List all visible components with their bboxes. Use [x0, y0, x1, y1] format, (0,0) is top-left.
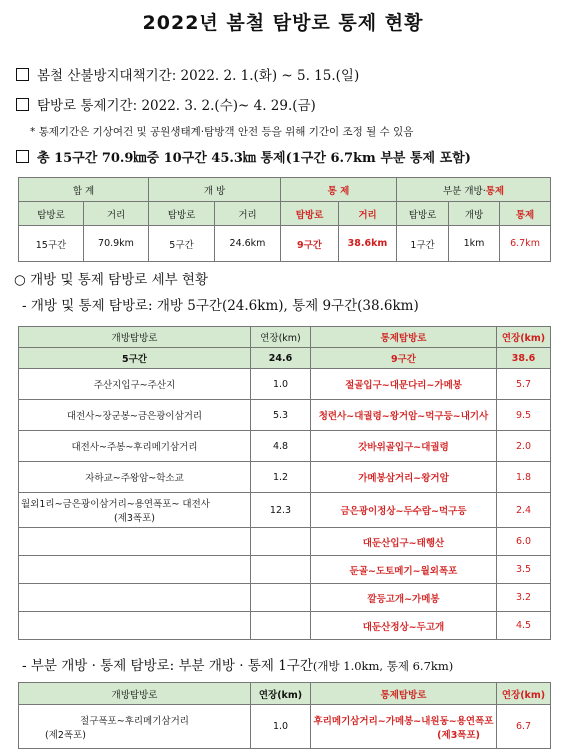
checkbox-square-icon: [16, 68, 29, 81]
subheader-partial-open: 개방: [449, 202, 500, 226]
spring-period-label: 봄철 산불방지대책기간:: [37, 68, 177, 84]
closed-trail: 금은광이정상~두수람~먹구등: [311, 493, 497, 528]
header-open: 개 방: [149, 178, 281, 202]
detail-header-open-length: 연장(km): [251, 327, 311, 348]
open-trail-count: 5구간: [149, 226, 215, 262]
partial-trail-count: 1구간: [397, 226, 449, 262]
open-trail-line2: (제3폭포): [114, 513, 155, 524]
open-trail: 대전사~주봉~후리메기삼거리: [19, 431, 251, 462]
table-row: [19, 400, 551, 431]
detail-total-closed-length: 38.6: [497, 348, 551, 369]
closed-trail: 둔골~도토메기~월외폭포: [311, 556, 497, 584]
closed-length: 3.2: [497, 584, 551, 612]
section-heading-partial: [22, 654, 453, 674]
detail-total-closed: 9구간: [311, 348, 497, 369]
open-length: 1.0: [251, 369, 311, 400]
detail-total-open-length: 24.6: [251, 348, 311, 369]
partial-closed-distance: 6.7km: [500, 226, 551, 262]
table-row: [19, 369, 551, 400]
open-trail-line1: 절구폭포~후리메기삼거리: [80, 715, 189, 727]
table-row: [19, 462, 551, 493]
open-length: 12.3: [251, 493, 311, 528]
detail-total-open: 5구간: [19, 348, 251, 369]
partial-header-open-length: 연장(km): [251, 683, 311, 705]
open-length: 1.0: [251, 705, 311, 749]
period-note: * 통제기간은 기상여건 및 공원생태계·탐방객 안전 등을 위해 기간이 조정 될 수 있음: [30, 126, 414, 138]
closed-trail-count: 9구간: [281, 226, 339, 262]
open-length: [251, 556, 311, 584]
detail-header-open: 개방탐방로: [19, 327, 251, 348]
closed-trail: 깔등고개~가메봉: [311, 584, 497, 612]
closed-length: 5.7: [497, 369, 551, 400]
open-trail: 대전사~장군봉~금은광이삼거리: [19, 400, 251, 431]
closed-trail-line2: (제3폭포): [437, 729, 480, 741]
open-length: 4.8: [251, 431, 311, 462]
closed-trail: [311, 705, 497, 749]
partial-header-closed-length: 연장(km): [497, 683, 551, 705]
detail-table: [18, 326, 551, 640]
partial-table: [18, 682, 551, 749]
closed-length: 1.8: [497, 462, 551, 493]
closed-length: 2.4: [497, 493, 551, 528]
summary-table: [18, 177, 551, 262]
subheader-open-distance: 거리: [215, 202, 281, 226]
trail-control-period-value: 2022. 3. 2.(수)~ 4. 29.(금): [141, 98, 316, 114]
section-heading-detail: ○ 개방 및 통제 탐방로 세부 현황: [14, 272, 209, 288]
closed-trail: 가메봉삼거리~왕거암: [311, 462, 497, 493]
open-trail: [19, 705, 251, 749]
closed-length: 2.0: [497, 431, 551, 462]
open-trail: [19, 612, 251, 640]
trail-control-period-label: 탐방로 통제기간:: [37, 98, 138, 114]
subheader-open-trail: 탐방로: [149, 202, 215, 226]
closed-trail: 절골입구~대문다리~가메봉: [311, 369, 497, 400]
subheader-partial-closed: 통제: [500, 202, 551, 226]
partial-header-open: 개방탐방로: [19, 683, 251, 705]
total-trail-count: 15구간: [19, 226, 84, 262]
open-length: 1.2: [251, 462, 311, 493]
open-trail-line1: 월외1리~금은광이삼거리~용연폭포~ 대전사: [21, 499, 210, 510]
closed-length: 6.7: [497, 705, 551, 749]
open-length: [251, 528, 311, 556]
summary-line: [16, 147, 471, 166]
open-trail: [19, 556, 251, 584]
header-partial: [397, 178, 551, 202]
detail-header-closed-length: 연장(km): [497, 327, 551, 348]
page-title: 2022년 봄철 탐방로 통제 현황: [142, 12, 424, 34]
closed-length: 3.5: [497, 556, 551, 584]
header-closed: 통 제: [281, 178, 397, 202]
header-partial-closed: 통제: [485, 185, 505, 197]
section-heading-partial-main: - 부분 개방 · 통제 탐방로: 부분 개방 · 통제 1구간: [22, 658, 313, 674]
checkbox-square-icon: [16, 98, 29, 111]
subheader-closed-trail: 탐방로: [281, 202, 339, 226]
table-row: [19, 612, 551, 640]
open-trail-line2: (제2폭포): [45, 729, 86, 741]
trail-control-period-line: [16, 94, 316, 114]
open-trail: [19, 528, 251, 556]
open-distance: 24.6km: [215, 226, 281, 262]
header-partial-label: 부분 개방·: [442, 185, 486, 197]
section-heading-partial-detail: (개방 1.0km, 통제 6.7km): [312, 659, 454, 673]
closed-trail: 대둔산입구~태행산: [311, 528, 497, 556]
closed-trail: 대둔산정상~두고개: [311, 612, 497, 640]
detail-header-closed: 통제탐방로: [311, 327, 497, 348]
open-length: [251, 612, 311, 640]
total-distance: 70.9km: [84, 226, 149, 262]
section-heading-open-closed: - 개방 및 통제 탐방로: 개방 5구간(24.6km), 통제 9구간(38.6km): [22, 298, 419, 314]
subheader-partial-trail: 탐방로: [397, 202, 449, 226]
table-row: [19, 556, 551, 584]
closed-length: 9.5: [497, 400, 551, 431]
summary-text: 총 15구간 70.9㎞중 10구간 45.3㎞ 통제(1구간 6.7km 부분 통제 포함): [37, 151, 471, 166]
table-row: [19, 584, 551, 612]
open-length: [251, 584, 311, 612]
table-row: [19, 431, 551, 462]
open-length: 5.3: [251, 400, 311, 431]
partial-header-closed: 통제탐방로: [311, 683, 497, 705]
table-row: [19, 705, 551, 749]
subheader-closed-distance: 거리: [339, 202, 397, 226]
partial-open-distance: 1km: [449, 226, 500, 262]
subheader-total-distance: 거리: [84, 202, 149, 226]
open-trail: [19, 584, 251, 612]
closed-trail: 청련사~대궐령~왕거암~먹구등~내기사: [311, 400, 497, 431]
closed-distance: 38.6km: [339, 226, 397, 262]
open-trail: [19, 493, 251, 528]
header-total: 합 계: [19, 178, 149, 202]
closed-length: 6.0: [497, 528, 551, 556]
closed-trail-line1: 후리메기삼거리~가메봉~내원동~용연폭포: [313, 715, 494, 727]
subheader-total-trail: 탐방로: [19, 202, 84, 226]
spring-period-line: [16, 64, 359, 84]
spring-period-value: 2022. 2. 1.(화) ~ 5. 15.(일): [180, 68, 360, 84]
table-row: [19, 528, 551, 556]
closed-trail: 갓바위골입구~대궐령: [311, 431, 497, 462]
checkbox-square-icon: [16, 150, 29, 163]
table-row: [19, 493, 551, 528]
closed-length: 4.5: [497, 612, 551, 640]
open-trail: 자하교~주왕암~학소교: [19, 462, 251, 493]
open-trail: 주산지입구~주산지: [19, 369, 251, 400]
